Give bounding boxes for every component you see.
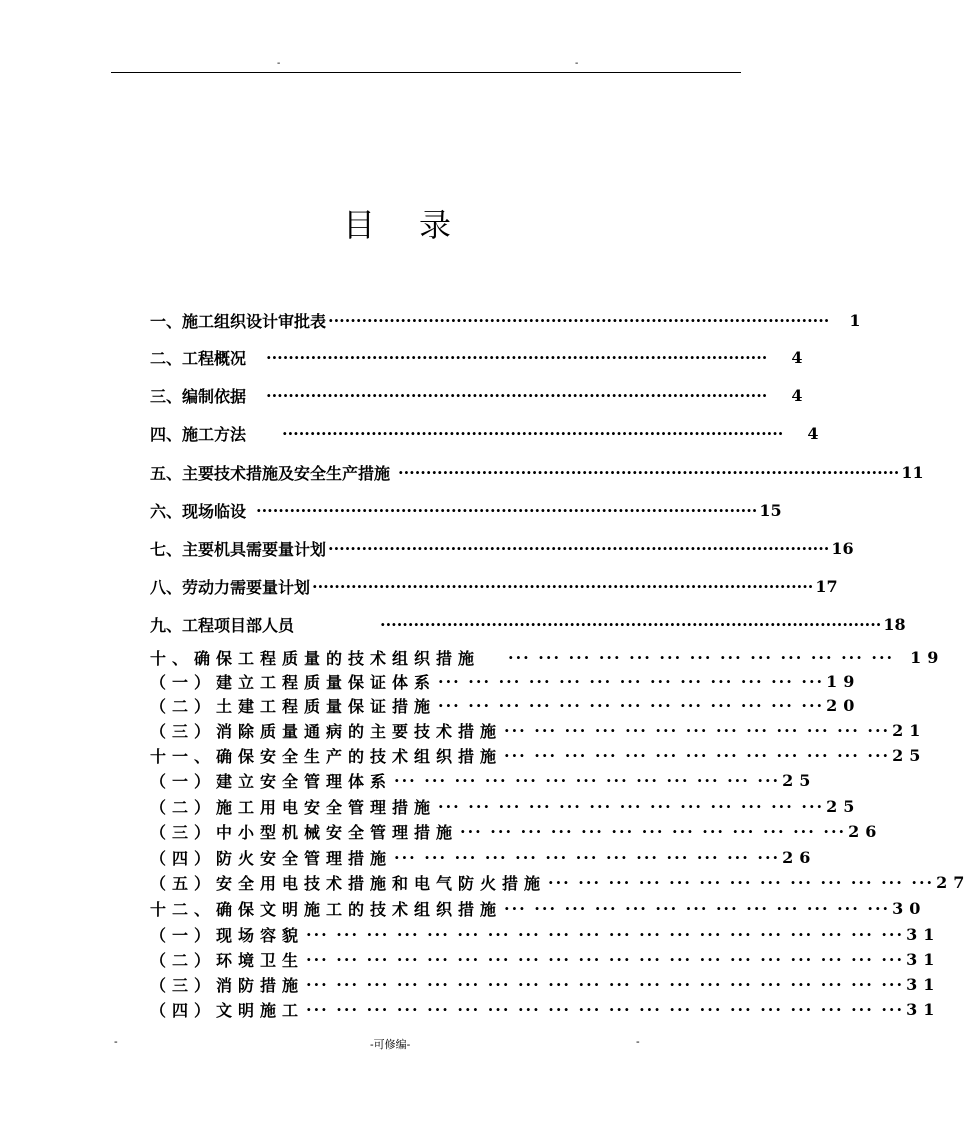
- toc-page: 31: [906, 924, 941, 944]
- toc-label: （四）防火安全管理措施: [150, 848, 393, 868]
- toc-entry[interactable]: [150, 972, 941, 996]
- toc-entry[interactable]: [150, 997, 941, 1021]
- toc-label: 七、主要机具需要量计划: [150, 539, 327, 559]
- toc-page: 25: [892, 745, 927, 765]
- toc-label: 十、确保工程质量的技术组织措施: [150, 648, 481, 668]
- toc-label: 十二、确保文明施工的技术组织措施: [150, 899, 503, 919]
- toc-page: 19: [910, 647, 945, 667]
- toc-label: （三）消防措施: [150, 975, 305, 995]
- toc-leader: ··· ··· ··· ··· ··· ··· ··· ··· ··· ··· ··· ··· ··· ··· ··· ··· ··· ··· ··· ···: [306, 974, 905, 994]
- toc-page: 27: [936, 872, 970, 892]
- toc-label: （二）土建工程质量保证措施: [150, 696, 437, 716]
- toc-leader: ··························································································: [312, 576, 814, 596]
- toc-leader: ··· ··· ··· ··· ··· ··· ··· ··· ··· ··· ··· ··· ···: [460, 821, 847, 841]
- toc-entry[interactable]: [150, 896, 927, 920]
- toc-leader: ··· ··· ··· ··· ··· ··· ··· ··· ··· ··· ··· ··· ···: [508, 647, 895, 667]
- toc-leader: ··· ··· ··· ··· ··· ··· ··· ··· ··· ··· ··· ··· ···: [438, 796, 825, 816]
- footer-left-mark: -: [114, 1036, 118, 1048]
- toc-label: （四）文明施工: [150, 1000, 305, 1020]
- toc-entry[interactable]: [150, 794, 861, 818]
- toc-label: （二）环境卫生: [150, 950, 305, 970]
- footer-center-text: -可修编-: [370, 1039, 411, 1051]
- toc-page: 18: [883, 614, 906, 634]
- toc-label: （三）中小型机械安全管理措施: [150, 822, 459, 842]
- toc-page: 31: [906, 949, 941, 969]
- toc-page: 1: [849, 310, 861, 330]
- toc-page: 17: [815, 576, 838, 596]
- toc-label: 六、现场临设: [150, 501, 247, 521]
- toc-leader: ··· ··· ··· ··· ··· ··· ··· ··· ··· ··· ··· ··· ··· ··· ··· ··· ··· ··· ··· ···: [306, 949, 905, 969]
- toc-entry[interactable]: [150, 308, 861, 332]
- toc-leader: ··· ··· ··· ··· ··· ··· ··· ··· ··· ··· ··· ··· ··· ··· ··· ··· ··· ··· ··· ···: [306, 999, 905, 1019]
- toc-leader: ··························································································: [266, 347, 768, 367]
- toc-leader: ··· ··· ··· ··· ··· ··· ··· ··· ··· ··· ··· ··· ···: [504, 745, 891, 765]
- toc-entry[interactable]: [150, 421, 819, 445]
- header-right-mark: -: [575, 58, 579, 69]
- toc-entry[interactable]: [150, 743, 927, 767]
- toc-page: 4: [807, 423, 819, 443]
- toc-label: （一）建立安全管理体系: [150, 771, 393, 791]
- toc-label: 一、施工组织设计审批表: [150, 311, 327, 331]
- toc-entry[interactable]: [150, 536, 854, 560]
- toc-leader: ··························································································: [266, 385, 768, 405]
- toc-leader: ··························································································: [328, 538, 830, 558]
- toc-page: 31: [906, 974, 941, 994]
- toc-entry[interactable]: [150, 947, 941, 971]
- toc-label: 三、编制依据: [150, 386, 247, 406]
- toc-entry[interactable]: [150, 345, 803, 369]
- toc-leader: ··························································································: [380, 614, 882, 634]
- toc-entry[interactable]: [150, 574, 838, 598]
- toc-label: （五）安全用电技术措施和电气防火措施: [150, 873, 547, 893]
- toc-page: 4: [791, 385, 803, 405]
- toc-entry[interactable]: [150, 383, 803, 407]
- toc-label: 九、工程项目部人员: [150, 615, 295, 635]
- toc-entry[interactable]: [150, 669, 861, 693]
- toc-page: 16: [831, 538, 854, 558]
- toc-leader: ··························································································: [398, 462, 900, 482]
- page-title: 目录: [342, 206, 495, 244]
- toc-entry[interactable]: [150, 870, 970, 894]
- toc-entry[interactable]: [150, 460, 924, 484]
- toc-page: 31: [906, 999, 941, 1019]
- toc-leader: ··· ··· ··· ··· ··· ··· ··· ··· ··· ··· ··· ··· ···: [504, 898, 891, 918]
- toc-page: 26: [848, 821, 883, 841]
- toc-label: 八、劳动力需要量计划: [150, 577, 311, 597]
- toc-page: 4: [791, 347, 803, 367]
- toc-leader: ··· ··· ··· ··· ··· ··· ··· ··· ··· ··· ··· ··· ···: [438, 671, 825, 691]
- toc-label: 十一、确保安全生产的技术组织措施: [150, 746, 503, 766]
- toc-leader: ··· ··· ··· ··· ··· ··· ··· ··· ··· ··· ··· ··· ··· ··· ··· ··· ··· ··· ··· ···: [306, 924, 905, 944]
- toc-page: 15: [759, 500, 782, 520]
- toc-entry[interactable]: [150, 922, 941, 946]
- toc-label: 二、工程概况: [150, 348, 247, 368]
- toc-page: 20: [826, 695, 861, 715]
- toc-entry[interactable]: [150, 612, 906, 636]
- toc-entry[interactable]: [150, 498, 782, 522]
- toc-entry[interactable]: [150, 768, 817, 792]
- toc-label: （一）建立工程质量保证体系: [150, 672, 437, 692]
- toc-label: （三）消除质量通病的主要技术措施: [150, 721, 503, 741]
- toc-entry[interactable]: [150, 718, 927, 742]
- toc-page: 25: [826, 796, 861, 816]
- toc-entry[interactable]: [150, 693, 861, 717]
- toc-page: 25: [782, 770, 817, 790]
- toc-leader: ··························································································: [328, 310, 830, 330]
- toc-entry[interactable]: [150, 819, 883, 843]
- toc-label: （一）现场容貌: [150, 925, 305, 945]
- toc-leader: ··························································································: [282, 423, 784, 443]
- toc-leader: ··· ··· ··· ··· ··· ··· ··· ··· ··· ··· ··· ··· ···: [548, 872, 935, 892]
- toc-label: （二）施工用电安全管理措施: [150, 797, 437, 817]
- toc-leader: ··· ··· ··· ··· ··· ··· ··· ··· ··· ··· ··· ··· ···: [504, 720, 891, 740]
- toc-leader: ··· ··· ··· ··· ··· ··· ··· ··· ··· ··· ··· ··· ···: [394, 770, 781, 790]
- toc-entry[interactable]: [150, 645, 945, 669]
- header-left-mark: -: [277, 58, 281, 69]
- toc-leader: ··························································································: [256, 500, 758, 520]
- toc-page: 30: [892, 898, 927, 918]
- toc-leader: ··· ··· ··· ··· ··· ··· ··· ··· ··· ··· ··· ··· ···: [394, 847, 781, 867]
- toc-label: 四、施工方法: [150, 424, 247, 444]
- toc-label: 五、主要技术措施及安全生产措施: [150, 463, 391, 483]
- toc-leader: ··· ··· ··· ··· ··· ··· ··· ··· ··· ··· ··· ··· ···: [438, 695, 825, 715]
- toc-page: 11: [901, 462, 924, 482]
- footer-right-mark: -: [636, 1036, 640, 1048]
- toc-entry[interactable]: [150, 845, 817, 869]
- toc-page: 19: [826, 671, 861, 691]
- toc-page: 26: [782, 847, 817, 867]
- toc-page: 21: [892, 720, 927, 740]
